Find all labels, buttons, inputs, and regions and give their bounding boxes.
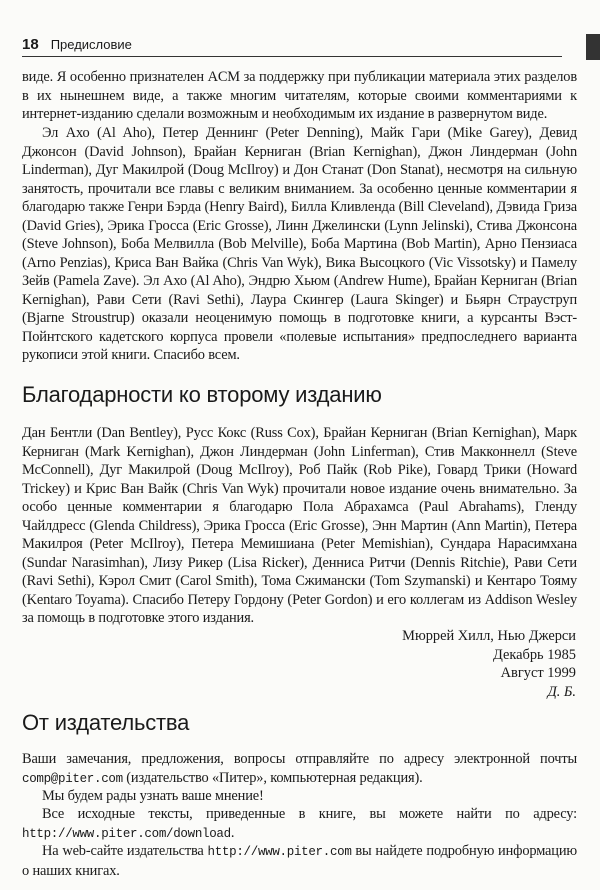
signature-block (276, 627, 576, 701)
section-heading-second-edition: Благодарности ко второму изданию (22, 382, 382, 407)
intro-paragraph-2: Эл Ахо (Al Aho), Петер Деннинг (Peter Denning), Майк Гари (Mike Garey), Девид Джонсон (David Johnson), Брайан Керниган (Brian Kernighan), Джон Линдерман (John Linderman), Дуг Макилрой (Doug McIlroy) и Дон Станат (Don Stanat), несмотря на сильную занятость, прочитали все главы с великим вниманием. За особенно ценные комментарии я благодарю также Генри Бэрда (Henry Baird), Билла Кливленда (Bill Cleveland), Дэвида Гриза (David Gries), Эрика Гросса (Eric Grosse), Линн Джелински (Lynn Jelinski), Стива Джонсона (Steve Johnson), Боба Мелвилла (Bob Melville), Боба Мартина (Bob Martin), Арно Пензиаса (Arno Penzias), Криса Ван Вайка (Chris Van Wyk), Вика Высоцкого (Vic Vissotsky) и Памелу Зейв (Pamela Zave). Эл Ахо (Al Aho), Эндрю Хьюм (Andrew Hume), Брайан Керниган (Brian Kernighan), Рави Сети (Ravi Sethi), Лаура Скингер (Laura Skinger) и Бьярн Страуструп (Bjarne Stroustrup) оказали неоценимую помощь в подготовке книги, а курсанты Вэст-Пойнтского кадетского корпуса провели «полевые испытания» предпоследнего варианта рукописи этой книги. Спасибо всем. (22, 125, 577, 363)
download-url-link[interactable]: http://www.piter.com/download (22, 826, 231, 841)
second-edition-paragraph: Дан Бентли (Dan Bentley), Русс Кокс (Russ Cox), Брайан Керниган (Brian Kernighan), Марк Керниган (Mark Kernighan), Джон Линдерман (John Linferman), Стив Макконнелл (Steve McConnell), Дуг Макилрой (Doug McIlroy), Роб Пайк (Rob Pike), Говард Трики (Howard Trickey) и Крис Ван Вайк (Chris Van Wyk) прочитали новое издание очень внимательно. За особо ценные комментарии я благодарю Пола Абрахамса (Paul Abrahams), Гленду Чайлдресс (Glenda Childress), Эрика Гросса (Eric Grosse), Энн Мартин (Ann Martin), Петера Макилроя (Peter McIlroy), Петера Мемишиана (Peter Memishian), Сундара Нарасимхана (Sundar Narasimhan), Лизу Рикер (Lisa Ricker), Денниса Ритчи (Dennis Ritchie), Рави Сети (Ravi Sethi), Кэрол Смит (Carol Smith), Тома Сжимански (Tom Szymanski) и Кентаро Тояму (Kentaro Toyama). Спасибо Петеру Гордону (Peter Gordon) и его коллегам из Addison Wesley за помощь в подготовке этого издания. (22, 425, 577, 626)
website-url-link[interactable]: http://www.piter.com (207, 845, 352, 859)
publisher-paragraph-3 (22, 805, 577, 843)
publisher-p3-tail: . (230, 824, 235, 841)
section-heading-publisher: От издательства (22, 710, 190, 735)
publisher-email-link[interactable]: comp@piter.com (22, 771, 123, 786)
publisher-p3-text: Все исходные тексты, приведенные в книге, вы можете найти по адресу: (42, 806, 577, 822)
signature-location: Мюррей Хилл, Нью Джерси (402, 628, 576, 644)
signature-initials: Д. Б. (547, 683, 576, 700)
intro-paragraph-1: виде. Я особенно признателен ACM за поддержку при публикации материала этих разделов в их нынешнем виде, а также многим читателям, которые своими комментариями к интернет-изданию сделали возможным и необходимым их издание в развернутом виде. (22, 69, 577, 122)
page-number: 18 (22, 36, 39, 53)
running-title: Предисловие (50, 37, 132, 52)
publisher-paragraph-4 (22, 842, 577, 880)
publisher-p4-text: На web-сайте издательства (42, 843, 208, 859)
signature-date-1: Декабрь 1985 (493, 646, 576, 663)
publisher-p1-tail: (издательство «Питер», компьютерная редакция). (122, 769, 423, 786)
header-rule (22, 56, 562, 57)
publisher-paragraph-1 (22, 750, 577, 788)
publisher-p4-tail: вы найдете подробную информацию о наших книгах. (22, 843, 578, 879)
publisher-paragraph-2: Мы будем рады узнать ваше мнение! (42, 788, 264, 804)
thumb-tab (586, 34, 600, 60)
signature-date-2: Август 1999 (500, 665, 576, 681)
publisher-p1-text: Ваши замечания, предложения, вопросы отправляйте по адресу электронной почты (22, 751, 577, 767)
page-header (22, 36, 584, 56)
